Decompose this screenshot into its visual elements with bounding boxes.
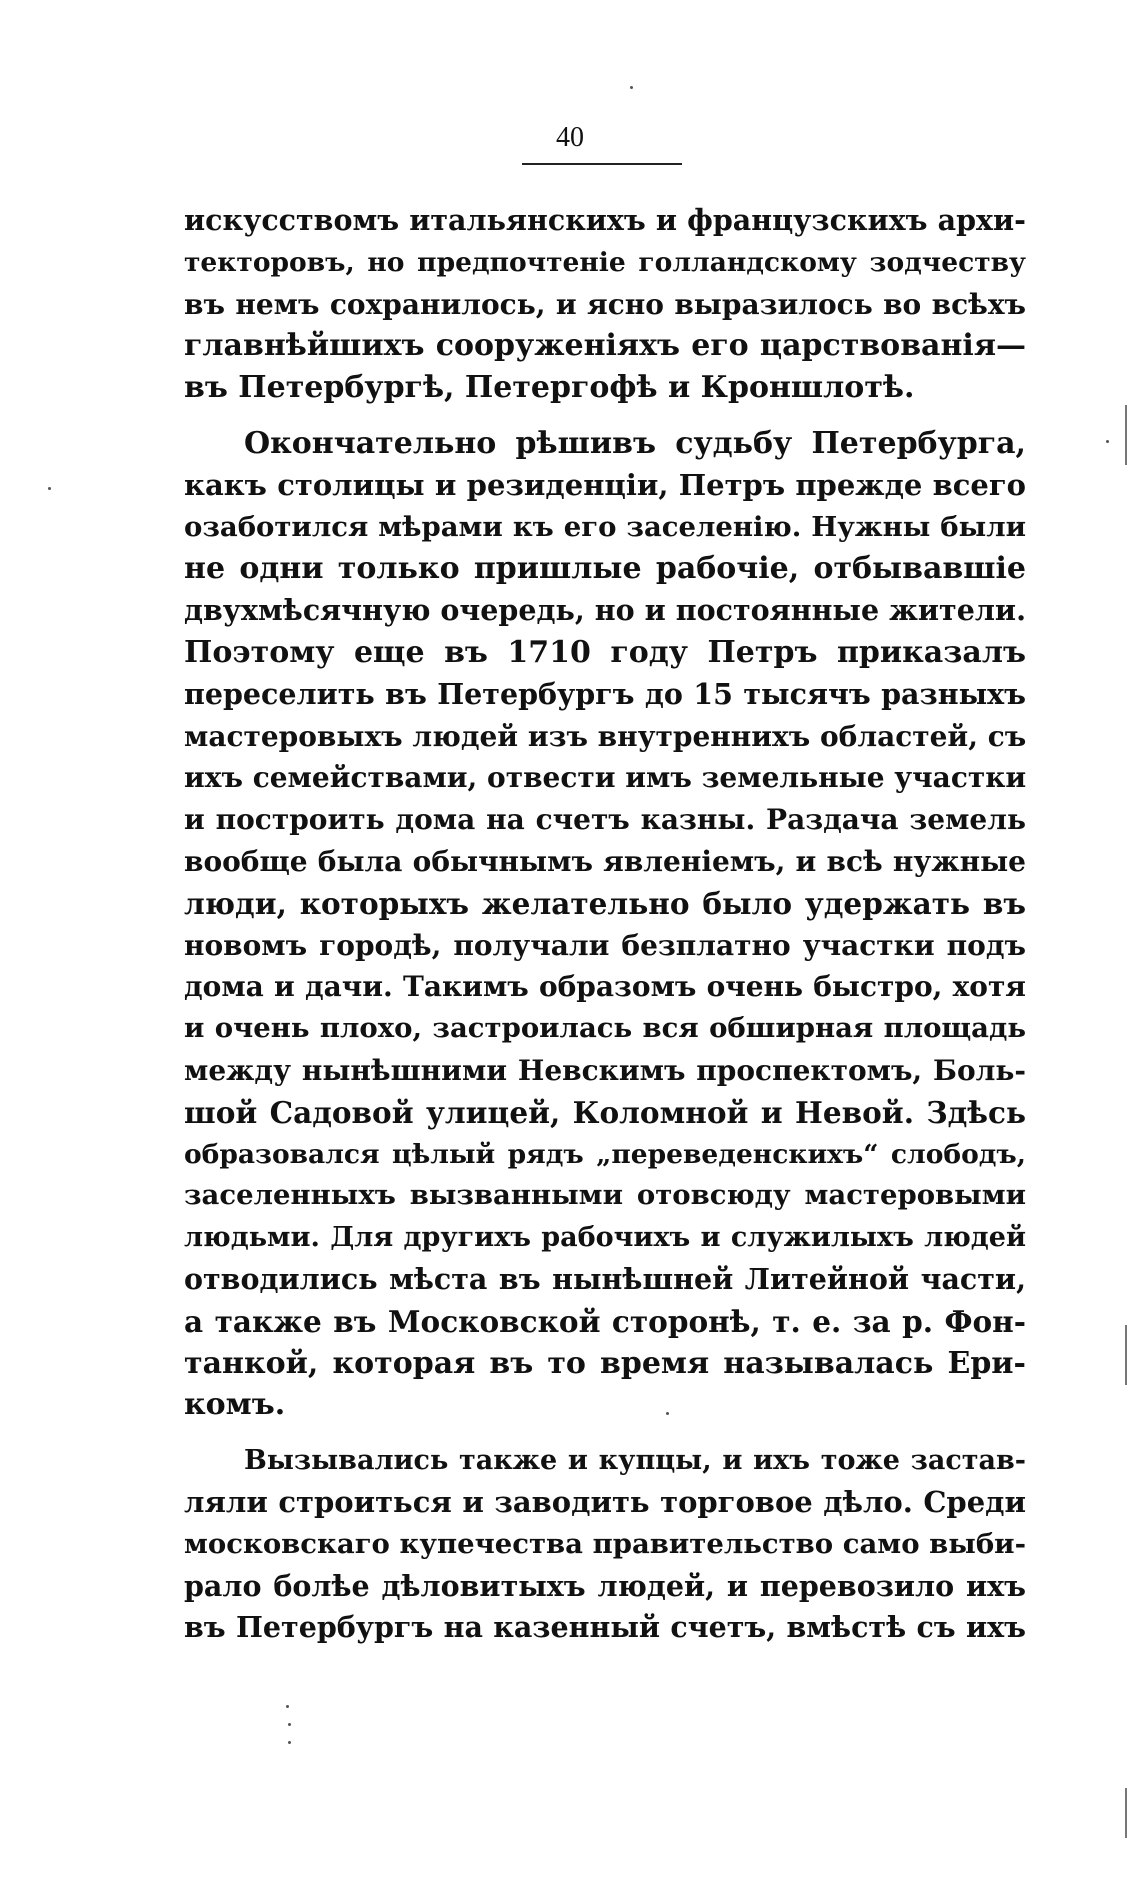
text-line: Поэтому еще въ 1710 году Петръ приказалъ: [184, 634, 1026, 670]
text-line: переселить въ Петербургъ до 15 тысячъ разныхъ: [184, 676, 1026, 711]
text-line: въ немъ сохранилось, и ясно выразилось во всѣхъ: [184, 287, 1026, 321]
text-line: люди, которыхъ желательно было удержать въ: [184, 885, 1026, 921]
text-line: вообще была обычнымъ явленіемъ, и всѣ нужные: [184, 844, 1026, 878]
text-line: текторовъ, но предпочтеніе голландскому зодчеству: [184, 246, 1026, 278]
text-line: комъ.: [184, 1387, 286, 1423]
text-line: ляли строиться и заводить торговое дѣло. Среди: [184, 1484, 1026, 1519]
text-line: мастеровыхъ людей изъ внутреннихъ областей, съ: [184, 719, 1027, 753]
scan-edge-mark: [1125, 1788, 1127, 1838]
scan-speck: [48, 487, 51, 490]
text-line: двухмѣсячную очередь, но и постоянные жители.: [184, 593, 1026, 628]
text-line: а также въ Московской сторонѣ, т. е. за р. Фон-: [184, 1303, 1026, 1339]
text-line: искусствомъ итальянскихъ и французскихъ архи-: [184, 203, 1026, 237]
text-line: ихъ семействами, отвести имъ земельные участки: [184, 761, 1027, 795]
text-line: отводились мѣста въ нынѣшней Литейной части,: [184, 1261, 1026, 1296]
text-line: рало болѣе дѣловитыхъ людей, и перевозило ихъ: [184, 1568, 1026, 1603]
text-line: московскаго купечества правительство само выби-: [184, 1527, 1026, 1560]
text-line: образовался цѣлый рядъ „переведенскихъ“ слободъ,: [184, 1138, 1026, 1170]
text-line: новомъ городѣ, получали безплатно участки подъ: [184, 928, 1026, 962]
text-line: шой Садовой улицей, Коломной и Невой. Здѣсь: [184, 1094, 1026, 1130]
text-line: Вызывались также и купцы, и ихъ тоже застав-: [244, 1445, 1026, 1477]
scan-edge-mark: [1125, 405, 1127, 465]
scan-speck: [288, 1741, 291, 1744]
text-line: дома и дачи. Такимъ образомъ очень быстро, хотя: [184, 970, 1026, 1004]
text-line: и очень плохо, застроилась вся обширная площадь: [184, 1012, 1026, 1045]
paragraph-1: [184, 200, 1026, 409]
paragraph-3: [184, 1440, 1026, 1649]
text-line: какъ столицы и резиденціи, Петръ прежде всего: [184, 467, 1026, 502]
text-line: и построить дома на счетъ казны. Раздача земель: [184, 803, 1026, 837]
scan-speck: [1106, 440, 1109, 443]
page-number: 40: [556, 122, 584, 153]
scan-edge-mark: [1125, 1325, 1127, 1385]
paragraph-2: [184, 423, 1026, 1426]
text-line: заселенныхъ вызванными отовсюду мастеровыми: [184, 1179, 1026, 1212]
text-line: не одни только пришлые рабочіе, отбывавшіе: [184, 551, 1026, 587]
text-line: танкой, которая въ то время называлась Ери-: [184, 1345, 1026, 1381]
text-line: главнѣйшихъ сооруженіяхъ его царствованія—: [184, 328, 1026, 364]
body-text: [184, 200, 1026, 1649]
scan-speck: [666, 1412, 669, 1415]
scan-speck: [630, 86, 633, 89]
header-rule: [522, 163, 682, 165]
text-line: между нынѣшними Невскимъ проспектомъ, Боль-: [184, 1053, 1026, 1087]
scan-speck: [286, 1705, 289, 1708]
text-line: въ Петербургъ на казенный счетъ, вмѣстѣ съ ихъ: [184, 1610, 1026, 1645]
text-line: людьми. Для другихъ рабочихъ и служилыхъ людей: [184, 1222, 1026, 1254]
text-line: Окончательно рѣшивъ судьбу Петербурга,: [244, 425, 1026, 461]
scan-speck: [288, 1723, 291, 1726]
text-line: озаботился мѣрами къ его заселенію. Нужны были: [184, 510, 1026, 543]
text-line: въ Петербургѣ, Петергофѣ и Кроншлотѣ.: [184, 370, 915, 406]
